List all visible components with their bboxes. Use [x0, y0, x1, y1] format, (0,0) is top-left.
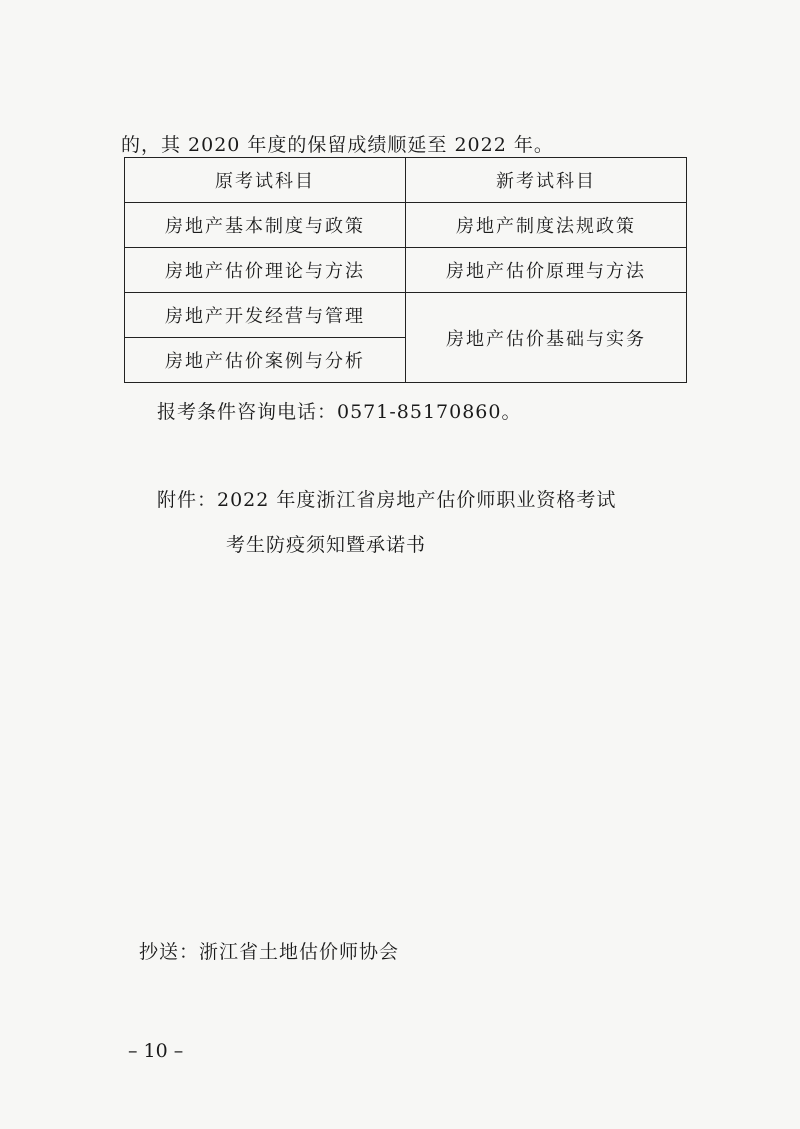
table-row [125, 203, 687, 248]
new-subject-cell: 房地产估价原理与方法 [406, 248, 687, 293]
contact-phone-line: 报考条件咨询电话：0571-85170860。 [157, 401, 522, 423]
old-subject-cell: 房地产开发经营与管理 [125, 293, 406, 338]
header-new-subjects: 新考试科目 [406, 158, 687, 203]
old-subject-cell: 房地产估价案例与分析 [125, 338, 406, 383]
new-subject-cell: 房地产制度法规政策 [406, 203, 687, 248]
new-subject-merged-cell: 房地产估价基础与实务 [406, 293, 687, 383]
intro-paragraph: 的，其 2020 年度的保留成绩顺延至 2022 年。 [121, 134, 554, 156]
old-subject-cell: 房地产估价理论与方法 [125, 248, 406, 293]
table-row [125, 248, 687, 293]
table-row [125, 293, 687, 338]
cc-line: 抄送：浙江省土地估价师协会 [139, 941, 400, 963]
attachment-line-1: 附件：2022 年度浙江省房地产估价师职业资格考试 [157, 489, 617, 511]
header-old-subjects: 原考试科目 [125, 158, 406, 203]
attachment-line-2: 考生防疫须知暨承诺书 [226, 534, 427, 556]
old-subject-cell: 房地产基本制度与政策 [125, 203, 406, 248]
subject-mapping-table [124, 157, 687, 383]
page-number: – 10 – [128, 1040, 184, 1062]
table-header-row [125, 158, 687, 203]
